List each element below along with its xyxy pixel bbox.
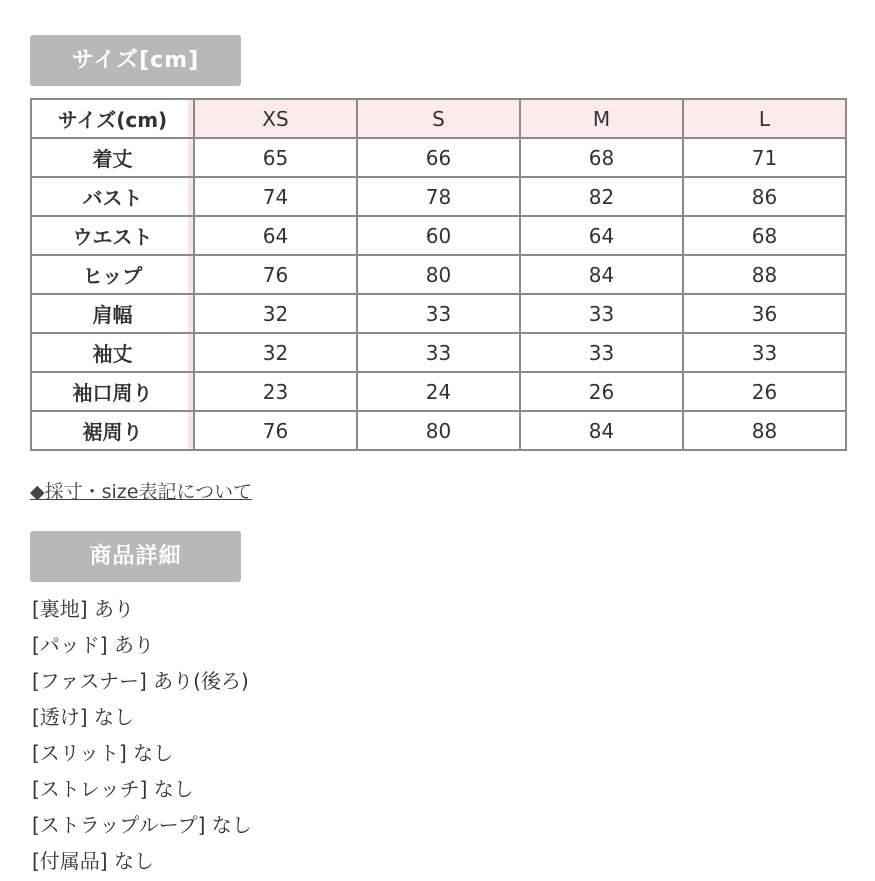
table-cell: 65 [194,138,357,177]
table-cell: 86 [683,177,846,216]
table-row [31,255,846,294]
table-cell: 66 [357,138,520,177]
table-cell: 33 [357,333,520,372]
list-item: [パッド] あり [32,633,154,657]
table-cell: 26 [683,372,846,411]
table-cell: 78 [357,177,520,216]
table-cell: 32 [194,294,357,333]
row-label: ヒップ [31,255,194,294]
table-cell: 24 [357,372,520,411]
table-row [31,333,846,372]
table-cell: 82 [520,177,683,216]
table-cell: 76 [194,255,357,294]
list-item: [ストラップループ] なし [32,813,252,837]
size-column-l: L [683,99,846,138]
table-cell: 76 [194,411,357,450]
table-row [31,216,846,255]
list-item: [ストレッチ] なし [32,777,194,801]
size-table-corner-label: サイズ(cm) [31,99,194,138]
table-cell: 74 [194,177,357,216]
table-cell: 36 [683,294,846,333]
row-label: バスト [31,177,194,216]
size-section-header: サイズ[cm] [30,35,241,86]
size-column-m: M [520,99,683,138]
list-item: [付属品] なし [32,849,154,873]
table-cell: 60 [357,216,520,255]
table-cell: 33 [683,333,846,372]
table-cell: 68 [520,138,683,177]
table-cell: 88 [683,411,846,450]
row-label: 袖丈 [31,333,194,372]
row-label: 着丈 [31,138,194,177]
table-row [31,177,846,216]
list-item: [ファスナー] あり(後ろ) [32,669,249,693]
product-detail-header: 商品詳細 [30,531,241,582]
table-cell: 23 [194,372,357,411]
row-label: ウエスト [31,216,194,255]
size-column-xs: XS [194,99,357,138]
table-cell: 80 [357,255,520,294]
table-cell: 33 [520,333,683,372]
list-item: [透け] なし [32,705,134,729]
size-table-header-row [31,99,846,138]
table-cell: 32 [194,333,357,372]
table-row [31,294,846,333]
table-cell: 33 [520,294,683,333]
list-item: [裏地] あり [32,597,134,621]
table-row [31,372,846,411]
table-cell: 88 [683,255,846,294]
row-label: 袖口周り [31,372,194,411]
size-notation-link[interactable]: ◆採寸・size表記について [30,481,253,503]
table-cell: 80 [357,411,520,450]
size-column-s: S [357,99,520,138]
product-detail-list [32,593,252,881]
table-cell: 84 [520,411,683,450]
table-cell: 33 [357,294,520,333]
list-item: [スリット] なし [32,741,174,765]
table-cell: 71 [683,138,846,177]
table-cell: 68 [683,216,846,255]
table-row [31,138,846,177]
table-cell: 84 [520,255,683,294]
table-row [31,411,846,450]
row-label: 肩幅 [31,294,194,333]
size-table [30,98,847,451]
row-label: 裾周り [31,411,194,450]
table-cell: 26 [520,372,683,411]
table-cell: 64 [520,216,683,255]
table-cell: 64 [194,216,357,255]
